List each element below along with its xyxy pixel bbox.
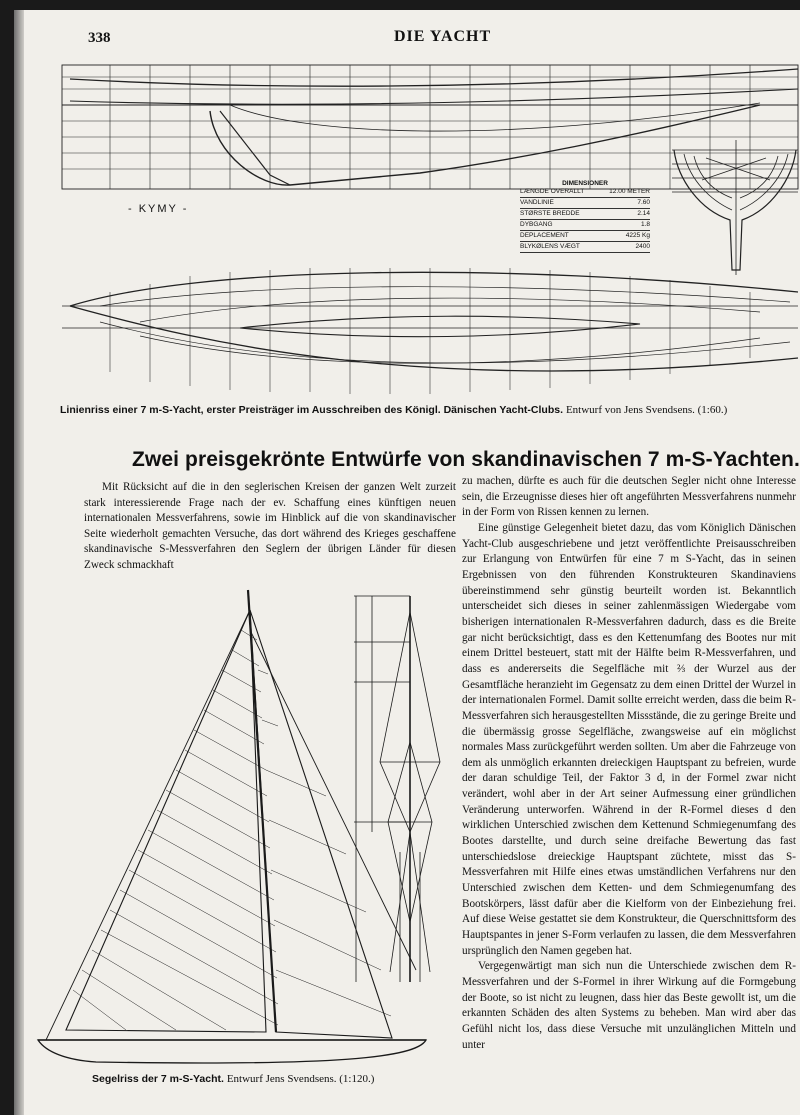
sail-plan-caption-credit: Entwurf Jens Svendsens. (1:120.) (226, 1073, 375, 1085)
dimension-row: DYBGANG 1.8 (520, 220, 650, 231)
article-column-left-intro: Mit Rücksicht auf die in den seglerischen Kreisen der ganzen Welt zurzeit stark interessierende Frage nach der ev. Schaffung eines künftigen neuen internationalen Messverfahrens, sowie im Hinblick auf die von skandinavischer Seite wiederholt gemachten Versuche, das dort während des Krieges geschaffene skandinavische S-Messverfahren den Seglern der übrigen Länder für diesen Zweck schmackhaft (84, 481, 456, 571)
sail-plan-caption (92, 1073, 374, 1085)
article-column-right (462, 474, 796, 1053)
dimension-row: VANDLINIE 7.60 (520, 198, 650, 209)
paragraph: zu machen, dürfte es auch für die deutschen Segler nicht ohne Interesse sein, die Erzeugnisse dieses hier oft angeführten Messverfahrens nunmehr in der Form von Rissen kennen zu lernen. (462, 475, 796, 519)
lines-plan-caption-bold: Linienriss einer 7 m-S-Yacht, erster Preisträger im Ausschreiben des Königl. Dänischen Yacht-Clubs. (60, 404, 564, 416)
boat-name-label: - KYMY - (128, 203, 189, 215)
dimensions-table (520, 180, 650, 253)
journal-title: DIE YACHT (394, 28, 492, 45)
lines-plan-caption (60, 404, 800, 416)
dimension-row: LÆNGDE OVERALLT 12.00 METER (520, 187, 650, 198)
body-plan-drawing (670, 140, 800, 280)
dimensions-title: DIMENSIONER (562, 180, 608, 187)
article-headline: Zwei preisgekrönte Entwürfe von skandinavischen 7 m-S-Yachten. (132, 448, 800, 471)
lines-plan-caption-credit: Entwurf von Jens Svendsens. (1:60.) (565, 404, 728, 416)
paragraph: Vergegenwärtigt man sich nun die Unterschiede zwischen dem R-Messverfahren und der S-Formel in ihrer Wirkung auf die Formgebung der Boote, so ist nicht zu leugnen, dass hier das Beste gewollt ist, um die erkannten Schäden des alten Systems zu beheben. Man wird aber das Gefühl nicht los, dass diese Versuche mit unzulänglichen Mitteln und unter (462, 960, 796, 1051)
dimension-row: DEPLACEMENT 4225 Kg (520, 231, 650, 242)
dimension-row: BLYKØLENS VÆGT 2400 (520, 242, 650, 253)
half-breadth-plan-drawing (0, 262, 800, 402)
paragraph: Eine günstige Gelegenheit bietet dazu, das vom Königlich Dänischen Yacht-Club ausgeschriebene und jetzt veröffentlichte Preisausschreiben zur Erlangung von Entwürfen für eine 7 m S-Yacht, das in seinen Ergebnissen von den führenden Konstrukteuren Skandinaviens übereinstimmend sehr günstig beurteilt worden ist. Bekanntlich unterscheidet sich dieses in seiner zahlenmässigen Wiedergabe vom bisherigen internationalen R-Messverfahren dadurch, dass es die Breite gar nicht berücksichtigt, dass es den Kettenumfang des Bootes nur mit einem Drittel besteuert, statt mit der Hälfte beim R-Messverfahren, und dass es andererseits die Segelfläche mit ⅔ der Wurzel aus der Gesamtfläche heranzieht im Gegensatz zu dem einen Drittel der Wurzel in der internationalen Formel. Damit sollte erreicht werden, dass die beim R-Messverfahren sich herausgestellten Missstände, die zu geringe Breite und die übermässig grosse Segelfläche, zwangsweise auf ein möglichst normales Mass zurückgeführt werden sollten. Um aber die Fahrzeuge von dem als unmöglich erkannten dreieckigen Hauptspant zu befreien, wurde der daran schuldige Teil, der Faktor 3 d, in der Formel zwar nicht verändert, wohl aber in der Art seiner Aufmessung einer gründlichen Veränderung unterworfen. Während in der R-Formel dieses d den wirklichen Unterschied zwischen dem Kettenund Schmiegenumfang des Bootes darstellte, und durch seine dreifache Bewertung das fast unterschiedslose dreieckige Hauptspant züchtete, misst das S-Messverfahren mit Hilfe eines etwas umständlichen Verfahrens nur den Unterschied zwischen dem Ketten- und dem Schmiegenumfang des Bootskörpers, lässt dafür aber die Kielform von der Einbeziehung frei. Auf diese Weise gestattet sie dem Konstrukteur, die Querschnittsform des Hauptspantes in jener S-Form verlaufen zu lassen, die dem Messverfahren ursprünglich den Namen gegeben hat. (462, 521, 796, 957)
page-number: 338 (88, 30, 111, 46)
sail-plan-caption-bold: Segelriss der 7 m-S-Yacht. (92, 1073, 224, 1085)
mast-detail-drawing (350, 592, 460, 992)
dimension-row: STØRSTE BREDDE 2.14 (520, 209, 650, 220)
